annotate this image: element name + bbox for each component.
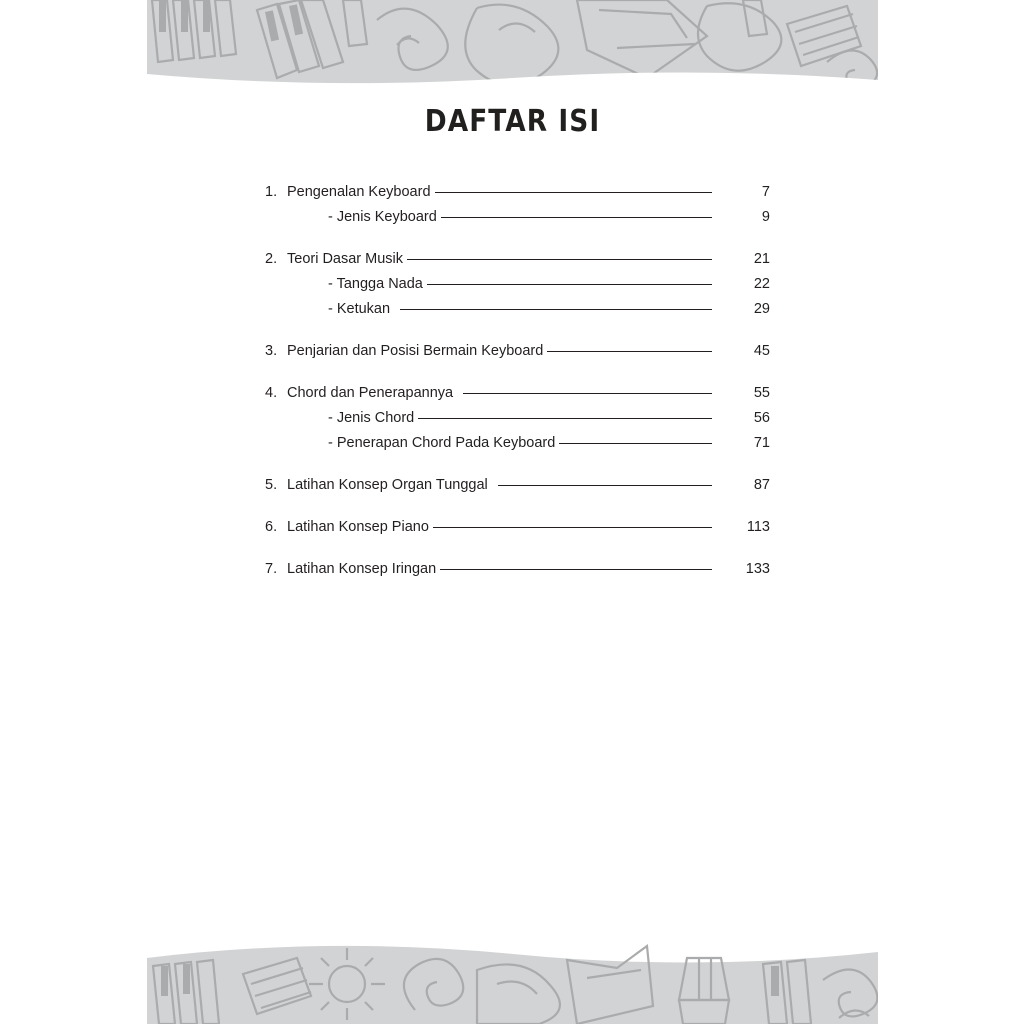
toc-entry[interactable]	[265, 473, 770, 498]
toc-group	[265, 473, 770, 498]
toc-leader-line	[441, 217, 712, 218]
toc-subentry-label: - Tangga Nada	[328, 276, 423, 292]
toc-entry-label: Latihan Konsep Iringan	[287, 561, 437, 577]
toc-group	[265, 180, 770, 230]
toc-entry[interactable]	[265, 557, 770, 582]
toc-entry-page: 87	[753, 477, 770, 493]
toc-leader-line	[407, 259, 712, 260]
toc-subentry-label: - Jenis Keyboard	[328, 209, 437, 225]
toc-entry-label: Teori Dasar Musik	[287, 251, 404, 267]
toc-subentry-label: - Penerapan Chord Pada Keyboard	[328, 435, 556, 451]
toc-entry[interactable]	[265, 515, 770, 540]
toc-leader-line	[418, 418, 712, 419]
page-title: DAFTAR ISI	[424, 104, 601, 139]
toc-subentry[interactable]	[265, 272, 770, 297]
toc-entry-number: 1.	[265, 184, 278, 200]
toc-entry[interactable]	[265, 180, 770, 205]
toc-leader-line	[498, 485, 712, 486]
toc-subentry-page: 9	[761, 209, 770, 225]
toc-entry-number: 7.	[265, 561, 278, 577]
toc-entry-label: Pengenalan Keyboard	[287, 184, 431, 200]
toc-group	[265, 381, 770, 456]
toc-entry-label: Latihan Konsep Piano	[287, 519, 429, 535]
toc-group	[265, 339, 770, 364]
toc-leader-line	[547, 351, 712, 352]
toc-group	[265, 515, 770, 540]
toc-subentry[interactable]	[265, 406, 770, 431]
toc-leader-line	[440, 569, 712, 570]
toc-entry-number: 5.	[265, 477, 278, 493]
toc-entry[interactable]	[265, 339, 770, 364]
toc-entry-page: 21	[753, 251, 770, 267]
toc-entry-page: 7	[761, 184, 770, 200]
toc-subentry[interactable]	[265, 297, 770, 322]
toc-leader-line	[463, 393, 712, 394]
toc-subentry-label: - Jenis Chord	[328, 410, 415, 426]
toc-leader-line	[559, 443, 712, 444]
toc-entry-page: 133	[745, 561, 770, 577]
toc-entry-number: 3.	[265, 343, 278, 359]
bottom-decorative-banner	[147, 940, 878, 1024]
toc-entry-number: 2.	[265, 251, 278, 267]
toc-entry-page: 55	[753, 385, 770, 401]
toc-subentry[interactable]	[265, 205, 770, 230]
toc-entry[interactable]	[265, 381, 770, 406]
toc-leader-line	[435, 192, 712, 193]
toc-entry-page: 113	[746, 519, 770, 535]
toc-group	[265, 557, 770, 582]
toc-entry-page: 45	[753, 343, 770, 359]
table-of-contents	[265, 180, 770, 599]
toc-leader-line	[433, 527, 712, 528]
toc-subentry-page: 71	[753, 435, 770, 451]
toc-subentry-page: 29	[753, 301, 770, 317]
toc-subentry-page: 56	[753, 410, 770, 426]
document-page	[147, 0, 878, 1024]
toc-leader-line	[400, 309, 712, 310]
toc-subentry-label: - Ketukan	[328, 301, 391, 317]
toc-entry-label: Latihan Konsep Organ Tunggal	[287, 477, 488, 493]
toc-entry-label: Chord dan Penerapannya	[287, 385, 454, 401]
toc-group	[265, 247, 770, 322]
toc-entry-number: 6.	[265, 519, 278, 535]
toc-entry-label: Penjarian dan Posisi Bermain Keyboard	[287, 343, 544, 359]
toc-entry-number: 4.	[265, 385, 278, 401]
toc-leader-line	[427, 284, 712, 285]
toc-entry[interactable]	[265, 247, 770, 272]
top-decorative-banner	[147, 0, 878, 85]
toc-subentry-page: 22	[753, 276, 770, 292]
toc-subentry[interactable]	[265, 431, 770, 456]
